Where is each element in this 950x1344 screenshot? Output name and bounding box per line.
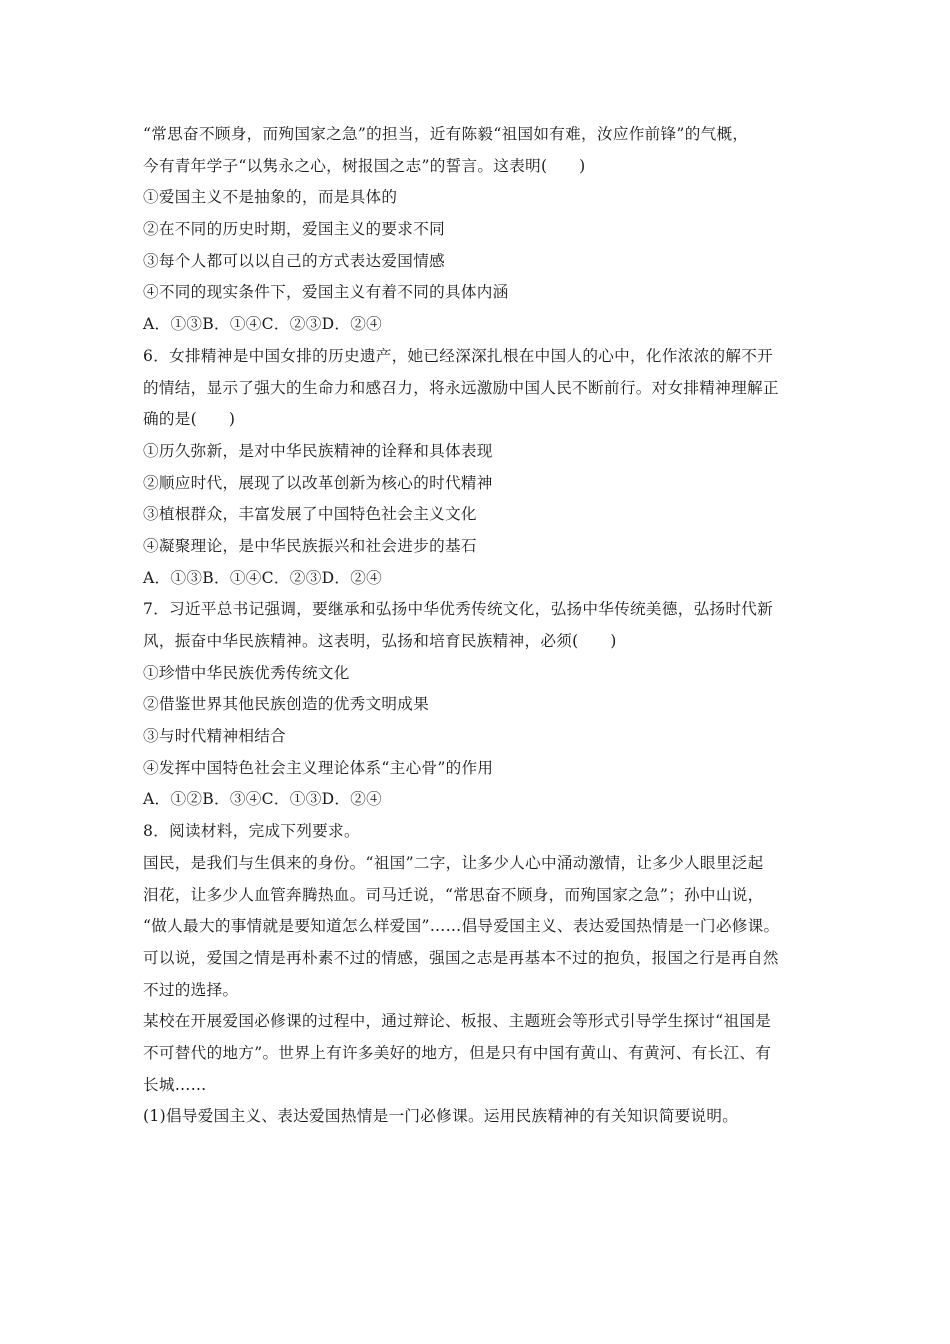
option-line: ④凝聚理论，是中华民族振兴和社会进步的基石 (143, 536, 477, 555)
material-line: 不可替代的地方”。世界上有许多美好的地方，但是只有中国有黄山、有黄河、有长江、有 (143, 1043, 772, 1062)
material-line: 某校在开展爱国必修课的过程中，通过辩论、板报、主题班会等形式引导学生探讨“祖国是 (143, 1012, 772, 1031)
question-7: 7．习近平总书记强调，要继承和弘扬中华优秀传统文化，弘扬中华传统美德，弘扬时代新 (143, 600, 774, 619)
option-line: ③植根群众，丰富发展了中国特色社会主义文化 (143, 505, 477, 524)
option-line: ③与时代精神相结合 (143, 727, 287, 746)
answer-choices: A．①②B．③④C．①③D．②④ (143, 790, 383, 809)
option-line: ④不同的现实条件下，爱国主义有着不同的具体内涵 (143, 283, 509, 302)
material-line: 长城…… (143, 1075, 207, 1094)
material-line: 泪花，让多少人血管奔腾热血。司马迁说，“常思奋不顾身，而殉国家之急”；孙中山说， (143, 885, 764, 904)
text-line: 确的是( ) (143, 410, 236, 429)
option-line: ①爱国主义不是抽象的，而是具体的 (143, 188, 398, 207)
option-line: ①历久弥新，是对中华民族精神的诠释和具体表现 (143, 441, 493, 460)
document-text (143, 119, 833, 1133)
option-line: ③每个人都可以以自己的方式表达爱国情感 (143, 251, 445, 270)
text-line: 风，振奋中华民族精神。这表明，弘扬和培育民族精神，必须( ) (143, 632, 617, 650)
question-8: 8．阅读材料，完成下列要求。 (143, 822, 360, 841)
answer-choices: A．①③B．①④C．②③D．②④ (143, 315, 383, 334)
text-line: 的情结，显示了强大的生命力和感召力，将永远激励中国人民不断前行。对女排精神理解正 (143, 378, 779, 397)
material-line: “做人最大的事情就是要知道怎么样爱国”……倡导爱国主义、表达爱国热情是一门必修课。 (143, 917, 780, 936)
material-line: 国民，是我们与生俱来的身份。“祖国”二字，让多少人心中涌动激情，让多少人眼里泛起 (143, 853, 764, 872)
answer-choices: A．①③B．①④C．②③D．②④ (143, 568, 383, 587)
option-line: ②顺应时代，展现了以改革创新为核心的时代精神 (143, 473, 493, 492)
option-line: ②借鉴世界其他民族创造的优秀文明成果 (143, 695, 430, 714)
material-line: 不过的选择。 (143, 980, 239, 999)
material-line: 可以说，爱国之情是再朴素不过的情感，强国之志是再基本不过的抱负，报国之行是再自然 (143, 948, 779, 967)
question-6: 6．女排精神是中国女排的历史遗产，她已经深深扎根在中国人的心中，化作浓浓的解不开 (143, 346, 774, 365)
text-line: 今有青年学子“以隽永之心，树报国之志”的誓言。这表明( ) (143, 156, 586, 175)
text-line: “常思奋不顾身，而殉国家之急”的担当，近有陈毅“祖国如有难，汝应作前锋”的气概， (143, 125, 749, 143)
sub-question-1: (1)倡导爱国主义、表达爱国热情是一门必修课。运用民族精神的有关知识简要说明。 (143, 1107, 739, 1126)
option-line: ④发挥中国特色社会主义理论体系“主心骨”的作用 (143, 758, 494, 777)
option-line: ①珍惜中华民族优秀传统文化 (143, 663, 350, 682)
option-line: ②在不同的历史时期，爱国主义的要求不同 (143, 220, 445, 239)
